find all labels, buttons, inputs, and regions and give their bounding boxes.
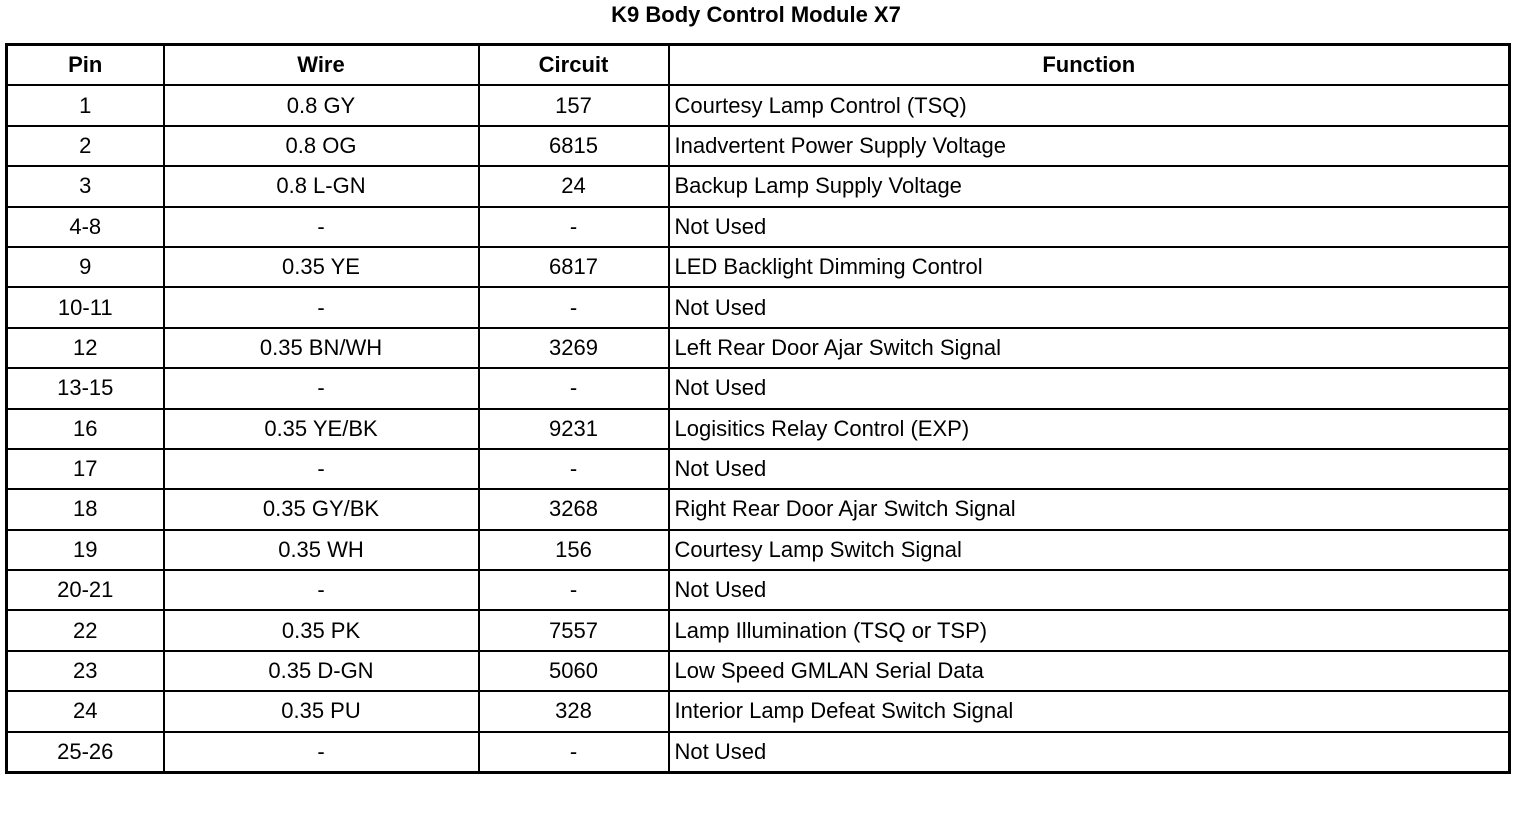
cell-function: Not Used [669,570,1510,610]
cell-wire: 0.35 D-GN [164,651,479,691]
cell-wire: - [164,570,479,610]
cell-wire: 0.35 PK [164,610,479,650]
cell-circuit: 9231 [479,409,669,449]
cell-circuit: - [479,368,669,408]
cell-pin: 23 [7,651,164,691]
cell-circuit: - [479,570,669,610]
table-row [7,247,1510,287]
cell-circuit: - [479,287,669,327]
cell-circuit: 24 [479,166,669,206]
cell-pin: 17 [7,449,164,489]
cell-wire: - [164,732,479,773]
cell-circuit: - [479,732,669,773]
cell-pin: 4-8 [7,207,164,247]
cell-circuit: 6817 [479,247,669,287]
cell-circuit: 6815 [479,126,669,166]
cell-pin: 13-15 [7,368,164,408]
cell-function: Not Used [669,449,1510,489]
cell-circuit: 328 [479,691,669,731]
cell-wire: - [164,449,479,489]
cell-circuit: 5060 [479,651,669,691]
page-title: K9 Body Control Module X7 [611,2,901,27]
column-header-function: Function [669,45,1510,86]
cell-function: Backup Lamp Supply Voltage [669,166,1510,206]
table-row [7,732,1510,773]
cell-pin: 3 [7,166,164,206]
cell-wire: 0.8 GY [164,85,479,125]
cell-pin: 12 [7,328,164,368]
table-row [7,166,1510,206]
cell-pin: 24 [7,691,164,731]
cell-pin: 1 [7,85,164,125]
column-header-circuit: Circuit [479,45,669,86]
cell-function: Inadvertent Power Supply Voltage [669,126,1510,166]
cell-pin: 16 [7,409,164,449]
connector-pinout-table [5,43,1511,774]
cell-pin: 25-26 [7,732,164,773]
cell-wire: - [164,207,479,247]
cell-wire: - [164,368,479,408]
table-row [7,610,1510,650]
table-row [7,328,1510,368]
cell-wire: 0.8 OG [164,126,479,166]
cell-wire: 0.35 YE/BK [164,409,479,449]
table-row [7,368,1510,408]
cell-function: Courtesy Lamp Control (TSQ) [669,85,1510,125]
cell-wire: - [164,287,479,327]
cell-pin: 9 [7,247,164,287]
cell-pin: 2 [7,126,164,166]
table-row [7,449,1510,489]
cell-function: Left Rear Door Ajar Switch Signal [669,328,1510,368]
cell-wire: 0.35 BN/WH [164,328,479,368]
table-row [7,409,1510,449]
cell-wire: 0.35 GY/BK [164,489,479,529]
table-header-row [7,45,1510,86]
cell-function: Not Used [669,368,1510,408]
table-row [7,489,1510,529]
column-header-pin: Pin [7,45,164,86]
cell-function: Right Rear Door Ajar Switch Signal [669,489,1510,529]
cell-pin: 18 [7,489,164,529]
cell-circuit: 3268 [479,489,669,529]
cell-wire: 0.35 PU [164,691,479,731]
cell-circuit: - [479,207,669,247]
cell-function: Not Used [669,207,1510,247]
cell-function: Lamp Illumination (TSQ or TSP) [669,610,1510,650]
table-row [7,207,1510,247]
cell-pin: 20-21 [7,570,164,610]
table-row [7,126,1510,166]
cell-function: Courtesy Lamp Switch Signal [669,530,1510,570]
table-row [7,570,1510,610]
table-body [7,85,1510,772]
cell-circuit: - [479,449,669,489]
cell-wire: 0.35 YE [164,247,479,287]
column-header-wire: Wire [164,45,479,86]
cell-function: Logisitics Relay Control (EXP) [669,409,1510,449]
table-row [7,287,1510,327]
cell-wire: 0.35 WH [164,530,479,570]
cell-circuit: 156 [479,530,669,570]
cell-function: Not Used [669,287,1510,327]
cell-pin: 10-11 [7,287,164,327]
table-row [7,691,1510,731]
cell-function: Interior Lamp Defeat Switch Signal [669,691,1510,731]
cell-function: Not Used [669,732,1510,773]
cell-circuit: 157 [479,85,669,125]
table-row [7,85,1510,125]
table-row [7,530,1510,570]
cell-pin: 19 [7,530,164,570]
cell-function: LED Backlight Dimming Control [669,247,1510,287]
cell-circuit: 7557 [479,610,669,650]
cell-wire: 0.8 L-GN [164,166,479,206]
cell-function: Low Speed GMLAN Serial Data [669,651,1510,691]
table-row [7,651,1510,691]
cell-circuit: 3269 [479,328,669,368]
cell-pin: 22 [7,610,164,650]
